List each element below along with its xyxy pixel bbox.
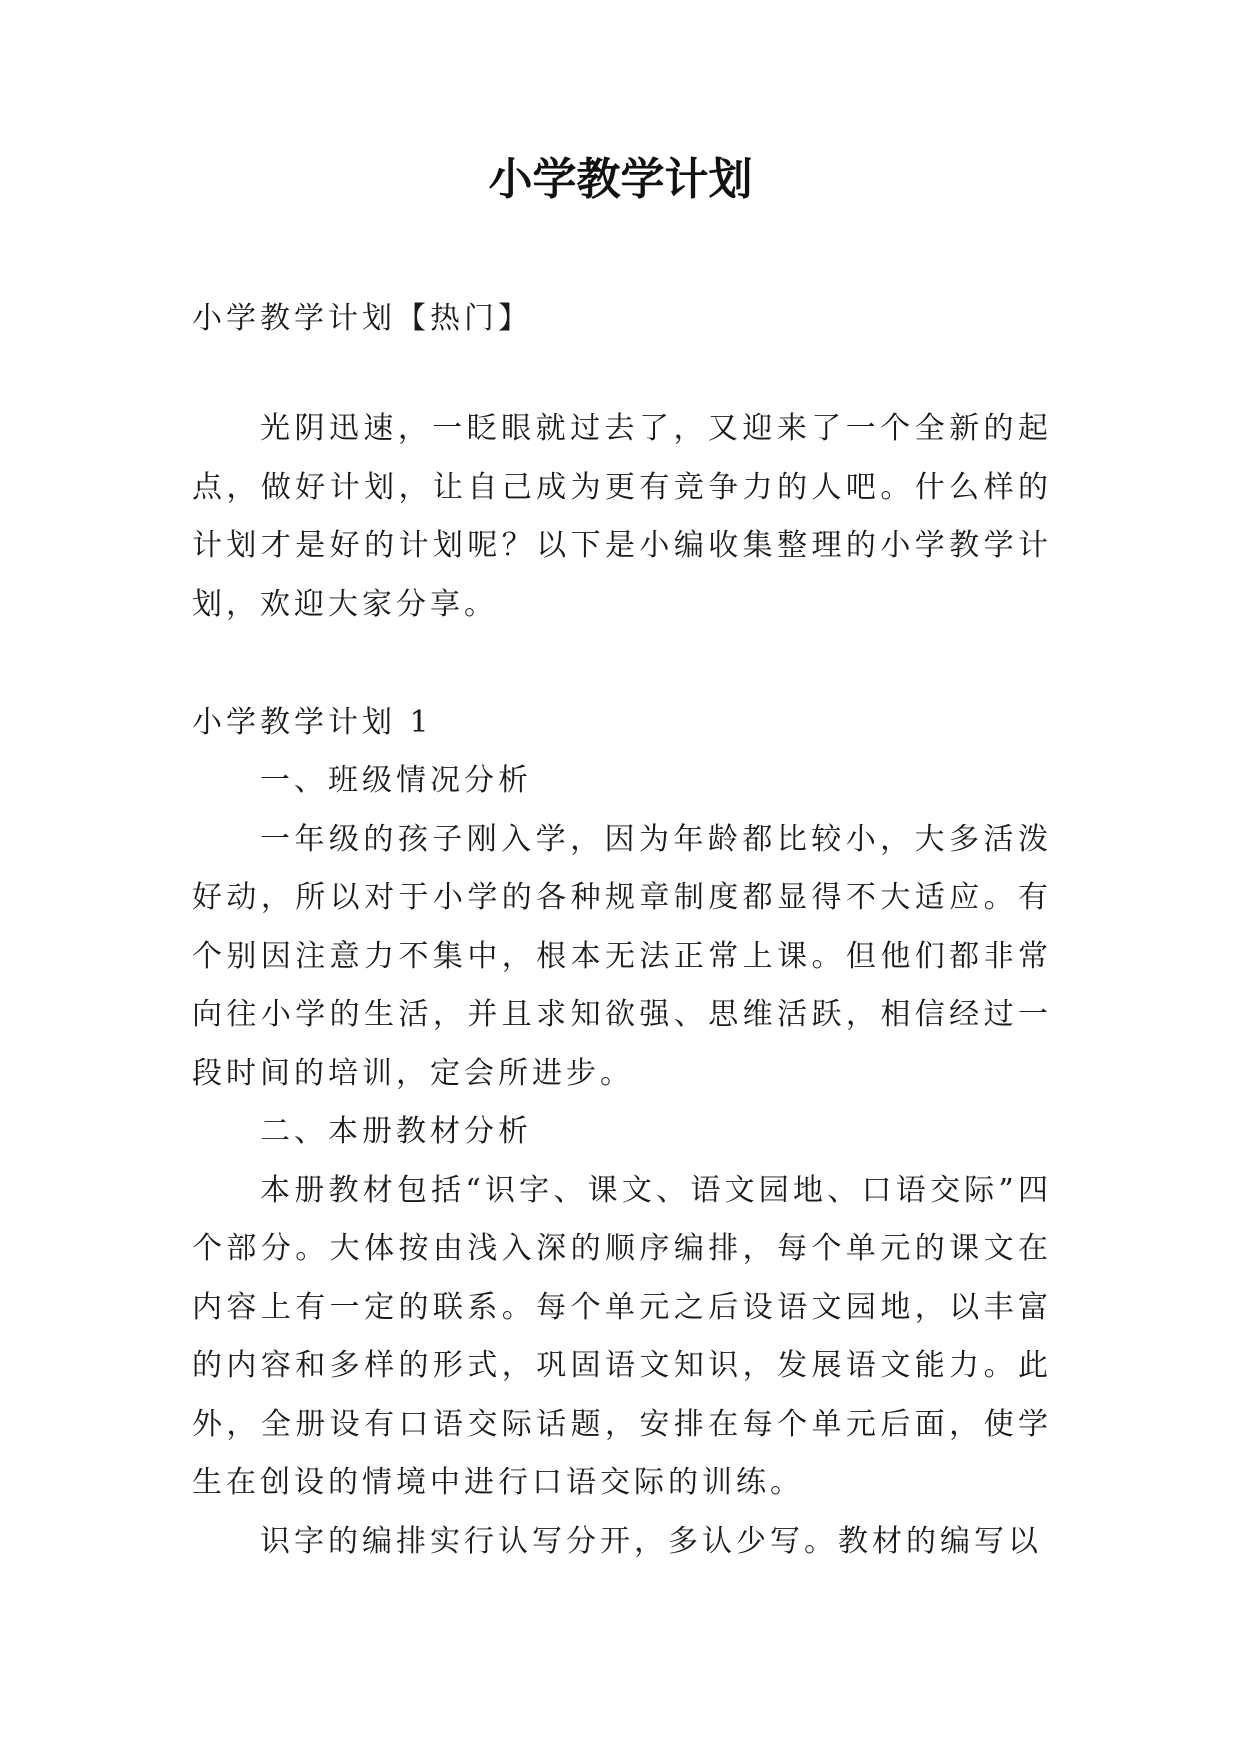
section-title: 小学教学计划 1 <box>192 705 433 740</box>
heading-class-analysis: 一、班级情况分析 <box>260 763 532 798</box>
paragraph-textbook-analysis: 本册教材包括“识字、课文、语文园地、口语交际”四个部分。大体按由浅入深的顺序编排，每个单元的课文在内容上有一定的联系。每个单元之后设语文园地，以丰富的内容和多样的形式，巩固语文知识，发展语文能力。此外，全册设有口语交际话题，安排在每个单元后面，使学生在创设的情境中进行口语交际的训练。 <box>192 1172 1052 1500</box>
paragraph-literacy: 识字的编排实行认写分开，多认少写。教材的编写以 <box>260 1523 1042 1559</box>
section-content <box>192 752 1052 1571</box>
document-title: 小学教学计划 <box>488 154 753 205</box>
paragraph-class-analysis: 一年级的孩子刚入学，因为年龄都比较小，大多活泼好动，所以对于小学的各种规章制度都显得不大适应。有个别因注意力不集中，根本无法正常上课。但他们都非常向往小学的生活，并且求知欲强、思维活跃，相信经过一段时间的培训，定会所进步。 <box>192 821 1052 1091</box>
heading-textbook-analysis: 二、本册教材分析 <box>260 1114 532 1149</box>
intro-paragraph: 光阴迅速，一眨眼就过去了，又迎来了一个全新的起点，做好计划，让自己成为更有竞争力的人吧。什么样的计划才是好的计划呢？以下是小编收集整理的小学教学计划，欢迎大家分享。 <box>192 411 1052 622</box>
document-subtitle: 小学教学计划【热门】 <box>192 301 532 336</box>
